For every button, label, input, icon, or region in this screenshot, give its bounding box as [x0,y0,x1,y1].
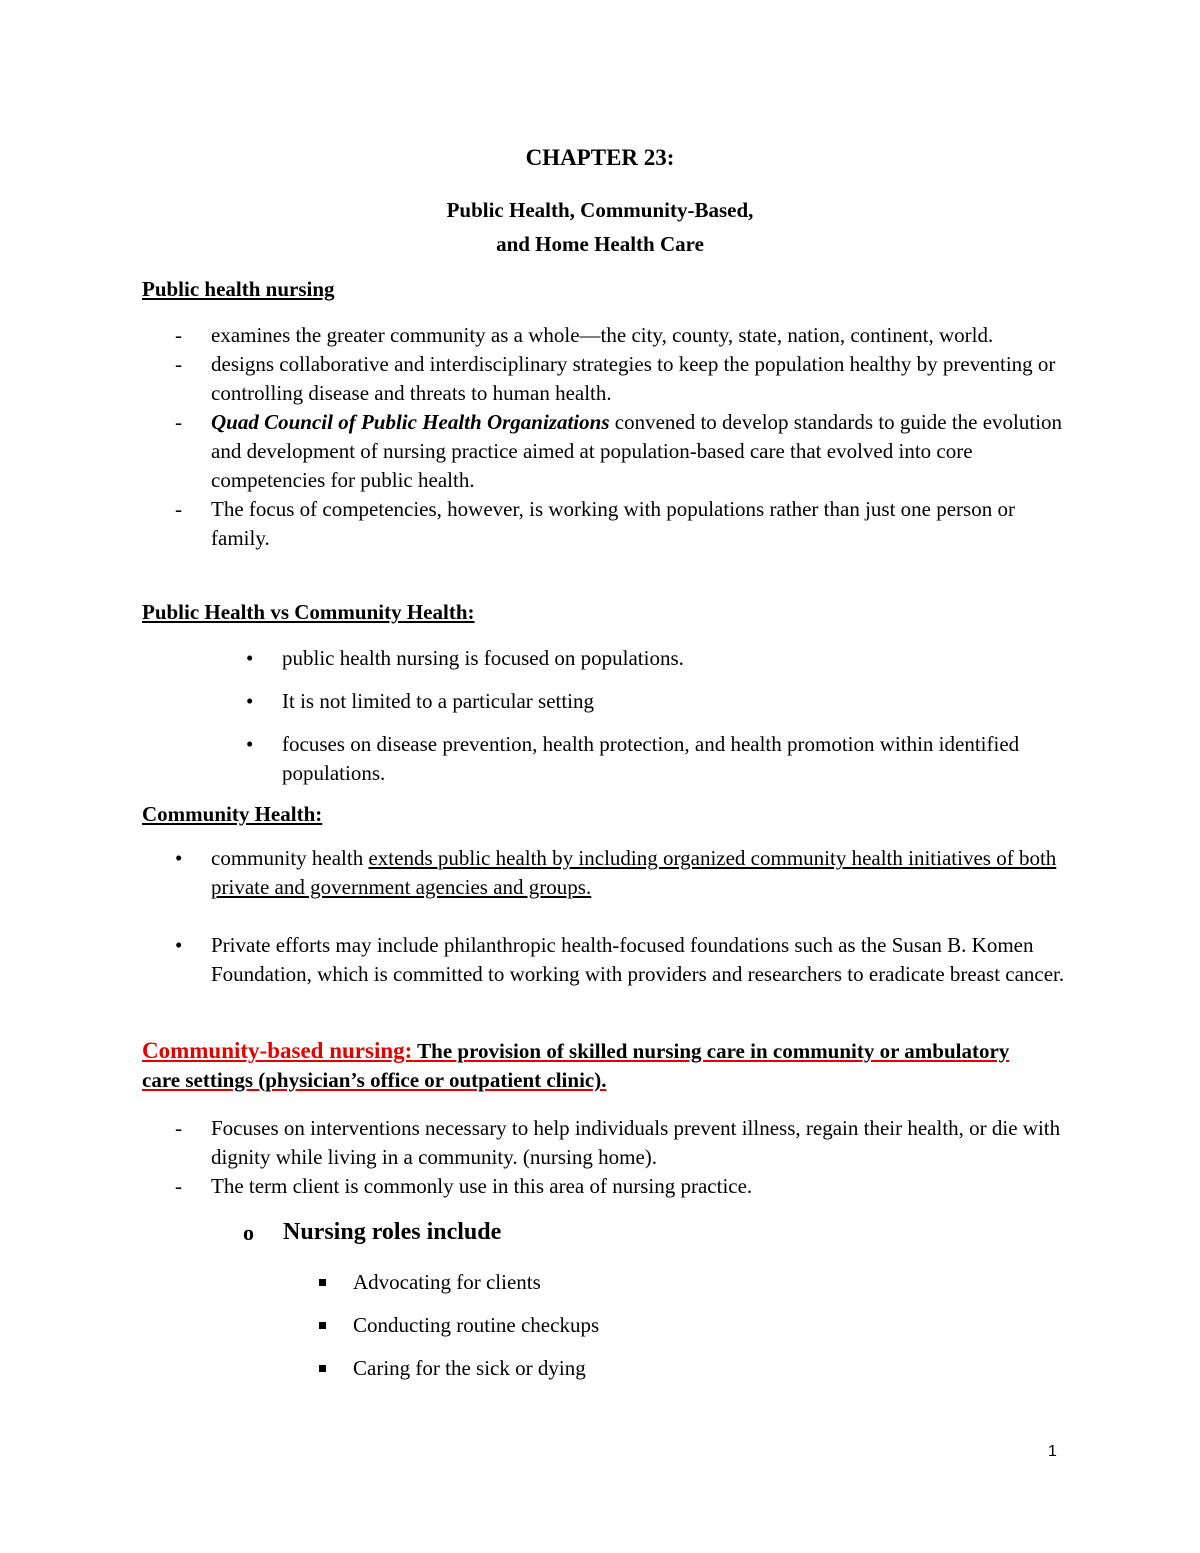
underlined-text: extends public health by including organized community health initiatives of both private and government agencies and groups. [211,846,1057,899]
nursing-roles-heading: Nursing roles include [283,1219,502,1245]
list-item-text: The term client is commonly use in this area of nursing practice. [211,1174,753,1198]
public-vs-community-list [246,644,1062,788]
list-item [246,730,1062,788]
square-bullet-icon [319,1279,326,1286]
community-based-nursing-list [175,1114,1071,1201]
list-item [175,408,1071,495]
square-bullet-icon [319,1365,326,1372]
community-health-list [175,844,1071,989]
list-item-text: Caring for the sick or dying [353,1356,586,1380]
section-heading-public-vs-community: Public Health vs Community Health: [142,600,475,624]
list-item-text: public health nursing is focused on populations. [282,646,684,670]
list-item [246,644,1062,673]
dash-marker: - [175,497,182,521]
list-item-text: Conducting routine checkups [353,1313,600,1337]
bullet-marker: • [246,689,254,713]
list-item-text: convened to develop standards to guide the evolution and development of nursing practice aimed at population-based care that evolved into core competencies for public health. [211,410,1063,492]
dash-marker: - [175,323,182,347]
bullet-marker: • [175,933,183,957]
list-item-text: Private efforts may include philanthropic health-focused foundations such as the Susan B. Komen Foundation, which is committed to working with providers and researchers to eradicate breast cancer. [211,933,1065,986]
bullet-marker: • [175,846,183,870]
list-item-text: It is not limited to a particular setting [282,689,595,713]
bullet-marker: • [246,646,254,670]
list-item [175,931,1071,989]
list-item-text: community health [211,846,369,870]
heading-red-term: Community-based nursing: [142,1038,413,1063]
section-heading-community-health: Community Health: [142,802,323,826]
list-item-text: Advocating for clients [353,1270,541,1294]
chapter-subtitle-line1: Public Health, Community-Based, [446,198,754,222]
dash-marker: - [175,410,182,434]
page-number: 1 [1048,1443,1057,1460]
list-item [353,1311,1053,1340]
section-heading-community-based-nursing [142,1036,1042,1095]
public-health-nursing-list [175,321,1071,553]
list-item [175,495,1071,553]
list-item-text: examines the greater community as a whole—the city, county, state, nation, continent, world. [211,323,994,347]
list-item-text: focuses on disease prevention, health protection, and health promotion within identified populations. [282,732,1020,785]
list-item-text: The focus of competencies, however, is working with populations rather than just one person or family. [211,497,1015,550]
circle-bullet-icon: o [243,1220,254,1245]
list-item [353,1268,1053,1297]
bullet-marker: • [246,732,254,756]
chapter-subtitle-line2: and Home Health Care [496,232,704,256]
list-item-text: designs collaborative and interdisciplinary strategies to keep the population healthy by preventing or controlling disease and threats to human health. [211,352,1056,405]
square-bullet-icon [319,1322,326,1329]
dash-marker: - [175,352,182,376]
section-heading-public-health-nursing: Public health nursing [142,277,335,301]
list-item [175,350,1071,408]
list-item [175,321,1071,350]
list-item [353,1354,1053,1383]
list-item [246,687,1062,716]
emphasis-term: Quad Council of Public Health Organizations [211,410,610,434]
heading-definition: The provision of skilled nursing care in community or ambulatory care settings (physician’s office or outpatient clinic). [142,1039,1010,1092]
chapter-title: CHAPTER 23: [525,145,675,170]
list-item-text: Focuses on interventions necessary to help individuals prevent illness, regain their health, or die with dignity while living in a community. (nursing home). [211,1116,1061,1169]
list-item [175,844,1071,902]
dash-marker: - [175,1174,182,1198]
dash-marker: - [175,1116,182,1140]
list-item [175,1172,1071,1201]
list-item [175,1114,1071,1172]
nursing-roles-list [353,1268,1053,1383]
